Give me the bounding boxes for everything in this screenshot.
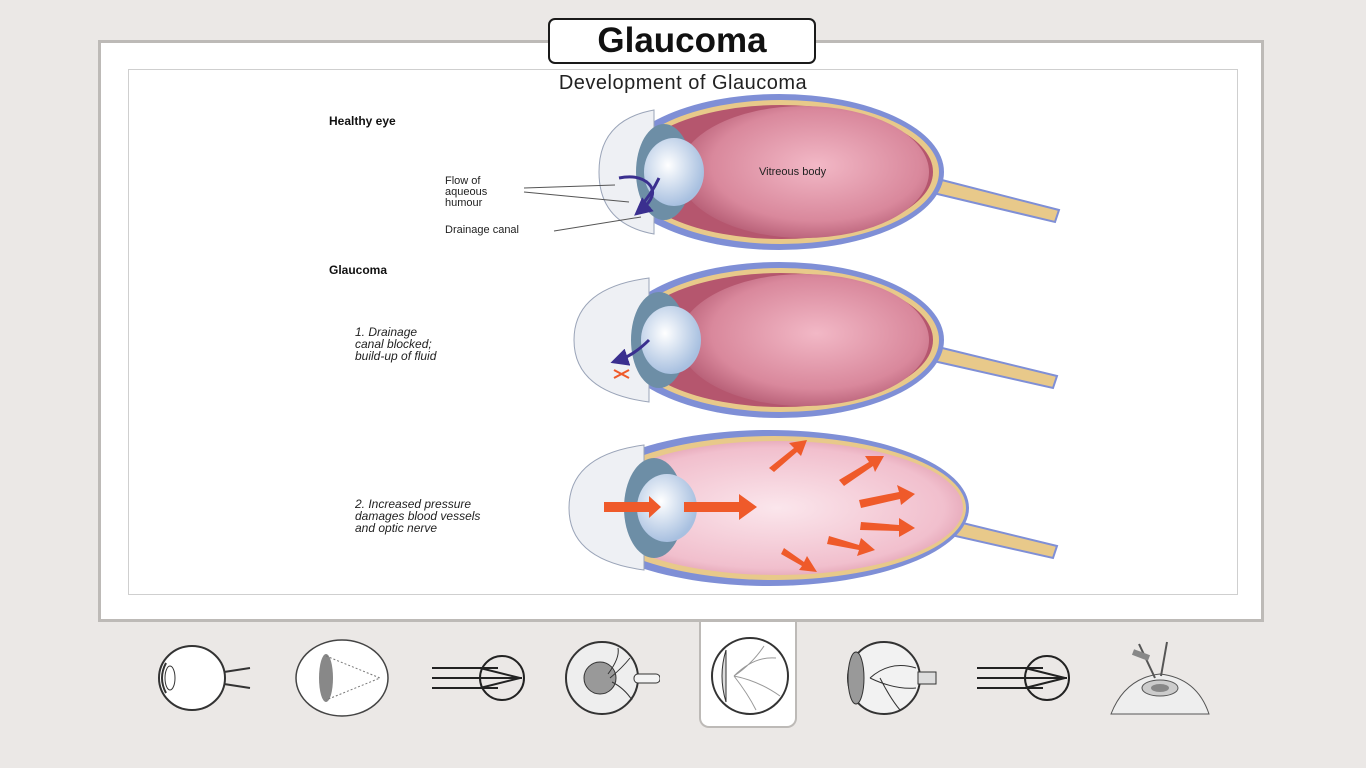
figure-title: Development of Glaucoma xyxy=(558,72,808,94)
flow-label: Flow of aqueous humour xyxy=(445,175,488,209)
thumbnail-7[interactable] xyxy=(975,630,1073,726)
drainage-canal-label: Drainage canal xyxy=(445,224,519,236)
glaucoma-heading: Glaucoma xyxy=(329,263,388,277)
eye-globe-vessels-icon xyxy=(840,638,940,718)
thumbnail-6[interactable] xyxy=(840,630,938,726)
thumbnail-1[interactable] xyxy=(152,630,250,726)
glaucoma-pressure-eye xyxy=(569,430,1057,586)
eye-surgery-icon xyxy=(1105,638,1215,718)
thumbnail-4[interactable] xyxy=(560,630,658,726)
eye-focus-lines-icon xyxy=(430,638,530,718)
slide-title: Glaucoma xyxy=(548,18,816,64)
healthy-eye xyxy=(599,94,1059,250)
eye-lens-focus-icon xyxy=(290,638,390,718)
thumbnail-5-active[interactable] xyxy=(699,622,797,728)
thumbnail-2[interactable] xyxy=(290,630,388,726)
thumbnail-8[interactable] xyxy=(1105,630,1203,726)
eye-diagram xyxy=(129,70,1239,596)
thumbnail-3[interactable] xyxy=(430,630,528,726)
healthy-eye-heading: Healthy eye xyxy=(329,114,396,128)
glaucoma-figure xyxy=(128,69,1238,595)
eye-cross-section-icon xyxy=(152,638,252,718)
glaucoma-blocked-eye xyxy=(574,262,1057,418)
eye-focus-lines-2-icon xyxy=(975,638,1075,718)
thumbnail-bar xyxy=(140,630,1230,726)
step-1-label: 1. Drainage canal blocked; build-up of fluid xyxy=(355,325,437,363)
eye-retina-vessels-icon xyxy=(560,638,660,718)
step-2-label: 2. Increased pressure damages blood vessels and optic nerve xyxy=(355,497,481,535)
eye-fundus-glaucoma-icon xyxy=(704,636,796,716)
vitreous-body-label: Vitreous body xyxy=(759,166,827,178)
